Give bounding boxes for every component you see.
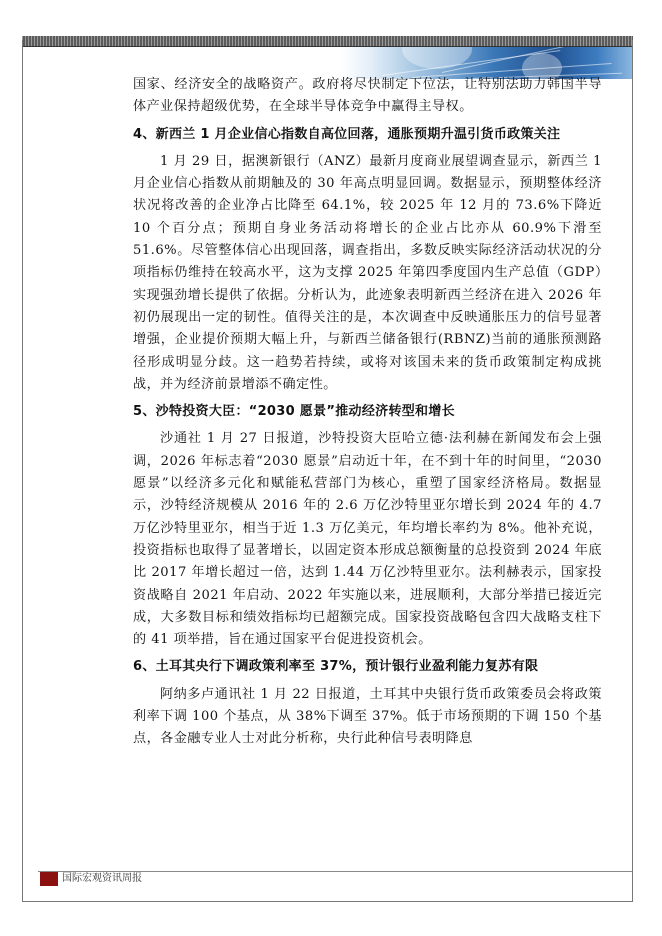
footer-marker: [40, 872, 58, 886]
page-border-left: [22, 40, 23, 902]
section-6-heading: 6、土耳其央行下调政策利率至 37%，预计银行业盈利能力复苏有限: [133, 659, 539, 675]
header-band: [22, 36, 633, 46]
section-4-heading: 4、新西兰 1 月企业信心指数自高位回落，通胀预期升温引货币政策关注: [133, 126, 561, 142]
section-5-body: 沙通社 1 月 27 日报道，沙特投资大臣哈立德·法利赫在新闻发布会上强调，2026 年标志着“2030 愿景”启动近十年，在不到十年的时间里，“2030 愿景”以经济多元化和赋能私营部门为核心，重塑了国家经济格局。数据显示，沙特经济规模从 2016 年的 2.6 万亿沙特里亚尔增长到 2024 年的 4.7 万亿沙特里亚尔，相当于近 1.3 万亿美元，年均增长率约为 8%。他补充说，投资指标也取得了显著增长，以固定资本形成总额衡量的总投资到 2024 年底比 2017 年增长超过一倍，达到 1.44 万亿沙特里亚尔。法利赫表示，国家投资战略自 2021 年启动、2022 年实施以来，进展顺利，大部分举措已接近完成，大多数目标和绩效指标均已超额完成。国家投资战略包含四大战略支柱下的 41 项举措，旨在通过国家平台促进投资机会。: [133, 431, 602, 648]
page-border-right: [632, 40, 633, 902]
footer-label: 国际宏观资讯周报: [62, 873, 142, 884]
section-6-body: 阿纳多卢通讯社 1 月 22 日报道，土耳其中央银行货币政策委员会将政策利率下调 100 个基点，从 38%下调至 37%。低于市场预期的下调 150 个基点，各金融专业人士对此分析称，央行此种信号表明降息: [133, 686, 602, 747]
article-content: [133, 74, 602, 751]
section-4-body: 1 月 29 日，据澳新银行（ANZ）最新月度商业展望调查显示，新西兰 1 月企业信心指数从前期触及的 30 年高点明显回调。数据显示，预期整体经济状况将改善的企业净占比降至 64.1%，较 2025 年 12 月的 73.6%下降近 10 个百分点；预期自身业务活动将增长的企业占比亦从 60.9%下滑至 51.6%。尽管整体信心出现回落，调查指出，多数反映实际经济活动状况的分项指标仍维持在较高水平，这为支撑 2025 年第四季度国内生产总值（GDP）实现强劲增长提供了依据。分析认为，此迹象表明新西兰经济在进入 2026 年初仍展现出一定的韧性。值得关注的是，本次调查中反映通胀压力的信号显著增强，企业提价预期大幅上升，与新西兰储备银行(RBNZ)当前的通胀预测路径形成明显分歧。这一趋势若持续，或将对该国未来的货币政策制定构成挑战，并为经济前景增添不确定性。: [133, 153, 602, 392]
page-border-bottom: [22, 901, 633, 902]
intro-paragraph: 国家、经济安全的战略资产。政府将尽快制定下位法，让特别法助力韩国半导体产业保持超级优势，在全球半导体竞争中赢得主导权。: [133, 77, 602, 115]
section-5-heading: 5、沙特投资大臣：“2030 愿景”推动经济转型和增长: [133, 404, 455, 420]
